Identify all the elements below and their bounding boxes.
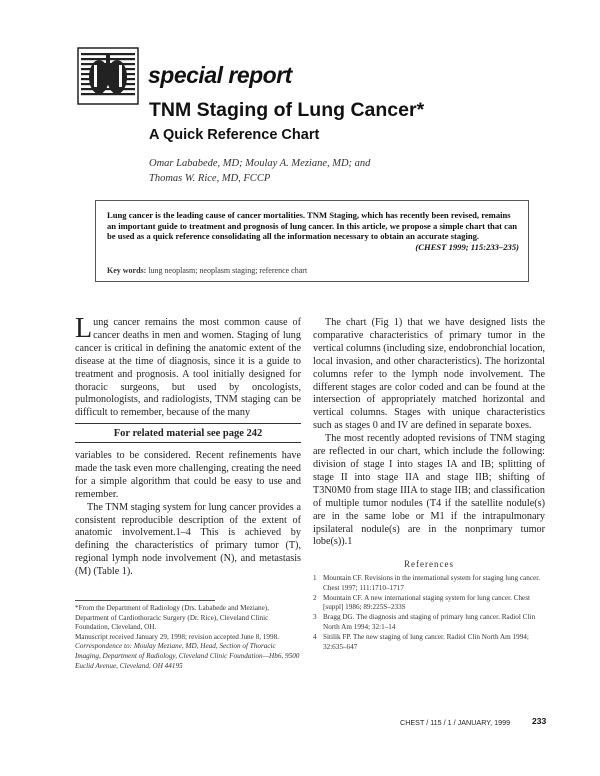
keywords (107, 266, 307, 275)
body-column-right (313, 317, 545, 549)
abstract-text: Lung cancer is the leading cause of cancer mortalities. TNM Staging, which has recently been revised, remains an important guide to treatment and prognosis of lung cancer. In this article, we propose a simple chart that can be used as a quick reference consolidating all the information necessary to obtain an accurate staging. (107, 210, 518, 242)
reference-item (313, 633, 549, 653)
abstract-citation: (CHEST 1999; 115:233–235) (415, 241, 519, 252)
reference-number: 2 (313, 593, 317, 602)
body-paragraph: The chart (Fig 1) that we have designed lists the comparative characteristics of primary tumor in the vertical columns (including size, endobronchial location, local invasion, and other characteristics). The horizontal columns refer to the lymph node involvement. The different stages are color coded and can be found at the intersection of appropriately matched horizontal and vertical columns. Stages with unique characteristics such as stages 0 and IV are defined in separate boxes. (313, 317, 545, 432)
reference-text: Bragg DG. The diagnosis and staging of primary lung cancer. Radiol Clin North Am 1994; 32:1–14 (323, 613, 536, 631)
section-label: special report (148, 62, 292, 88)
journal-logo-icon (77, 47, 139, 105)
body-column-left-top (75, 313, 301, 420)
reference-number: 4 (313, 632, 317, 641)
reference-text: Sitilik FP. The new staging of lung cancer. Radiol Clin North Am 1994; 32:635–647 (323, 632, 529, 651)
body-paragraph: ung cancer remains the most common cause of cancer deaths in men and women. Staging of lung cancer is critical in defining the anatomic extent of the disease at the time of diagnosis, since it is a guide to treatment and prognosis. A tool initially designed for thoracic surgeons, but used by oncologists, pulmonologists, and radiologists, TNM staging can be difficult to remember, because of the many (75, 317, 301, 419)
reference-item (313, 613, 549, 633)
body-paragraph: The TNM staging system for lung cancer provides a consistent reproducible description of the extent of anatomic involvement.1–4 This is achieved by defining the characteristics of primary tumor (T), regional lymph node involvement (N), and metastasis (M) (Table 1). (75, 501, 301, 578)
references-heading: References (404, 559, 454, 569)
article-title: TNM Staging of Lung Cancer* (149, 99, 425, 121)
body-paragraph: variables to be considered. Recent refinements have made the task even more challenging, creating the need for a simple algorithm that could be easy to use and remember. (75, 450, 302, 500)
footnote-affiliation: *From the Department of Radiology (Drs. Lababede and Meziane), Department of Cardiothoracic Surgery (Dr. Rice), Cleveland Clinic Foundation, Cleveland, OH. (75, 604, 269, 632)
reference-text: Mountain CF. Revisions in the international system for staging lung cancer. Chest 1997; 111:1710–1717 (323, 574, 541, 592)
page-number: 233 (532, 716, 547, 726)
drop-cap: L (75, 313, 93, 344)
authors-line: Omar Lababede, MD; Moulay A. Meziane, MD; and (149, 158, 371, 169)
body-paragraph: The most recently adopted revisions of TNM staging are reflected in our chart, which include the following: division of stage I into stages IA and IB; splitting of stage II into stage IIA and stage IIB; shifting of T3N0M0 from stage IIIA to stage IIB; and classification of multiple tumor nodules (T4 if the satellite nodule(s) are in the same lobe or M1 if the intrapulmonary ipsilateral nodule(s) are in the nonprimary tumor lobe(s)).1 (313, 433, 545, 548)
footnotes (75, 604, 303, 671)
keywords-text: lung neoplasm; neoplasm staging; reference chart (148, 266, 308, 275)
reference-item (313, 594, 549, 614)
abstract (107, 210, 519, 252)
body-column-left-bottom (75, 450, 301, 579)
reference-item (313, 574, 549, 594)
footnote-divider (75, 600, 215, 601)
journal-footer: CHEST / 115 / 1 / JANUARY, 1999 (400, 718, 511, 727)
reference-number: 3 (313, 613, 317, 622)
related-material-link[interactable]: For related material see page 242 (75, 423, 301, 443)
authors-line: Thomas W. Rice, MD, FCCP (149, 173, 271, 184)
reference-text: Mountain CF. A new international staging system for lung cancer. Chest [suppl] 1986; 89:225S–233S (323, 593, 531, 612)
footnote-correspondence: Correspondence to: Moulay Meziane, MD, Head, Section of Thoracic Imaging, Department of Radiology, Cleveland Clinic Foundation—Hb6, 9500 Euclid Avenue, Cleveland, OH 44195 (75, 642, 300, 670)
reference-number: 1 (313, 574, 317, 582)
footnote-manuscript: Manuscript received January 29, 1998; revision accepted June 8, 1998. (75, 632, 279, 641)
abstract-box (95, 200, 529, 282)
references-list (313, 574, 549, 652)
authors (149, 156, 449, 186)
article-subtitle: A Quick Reference Chart (149, 127, 320, 143)
keywords-label: Key words: (107, 266, 147, 275)
